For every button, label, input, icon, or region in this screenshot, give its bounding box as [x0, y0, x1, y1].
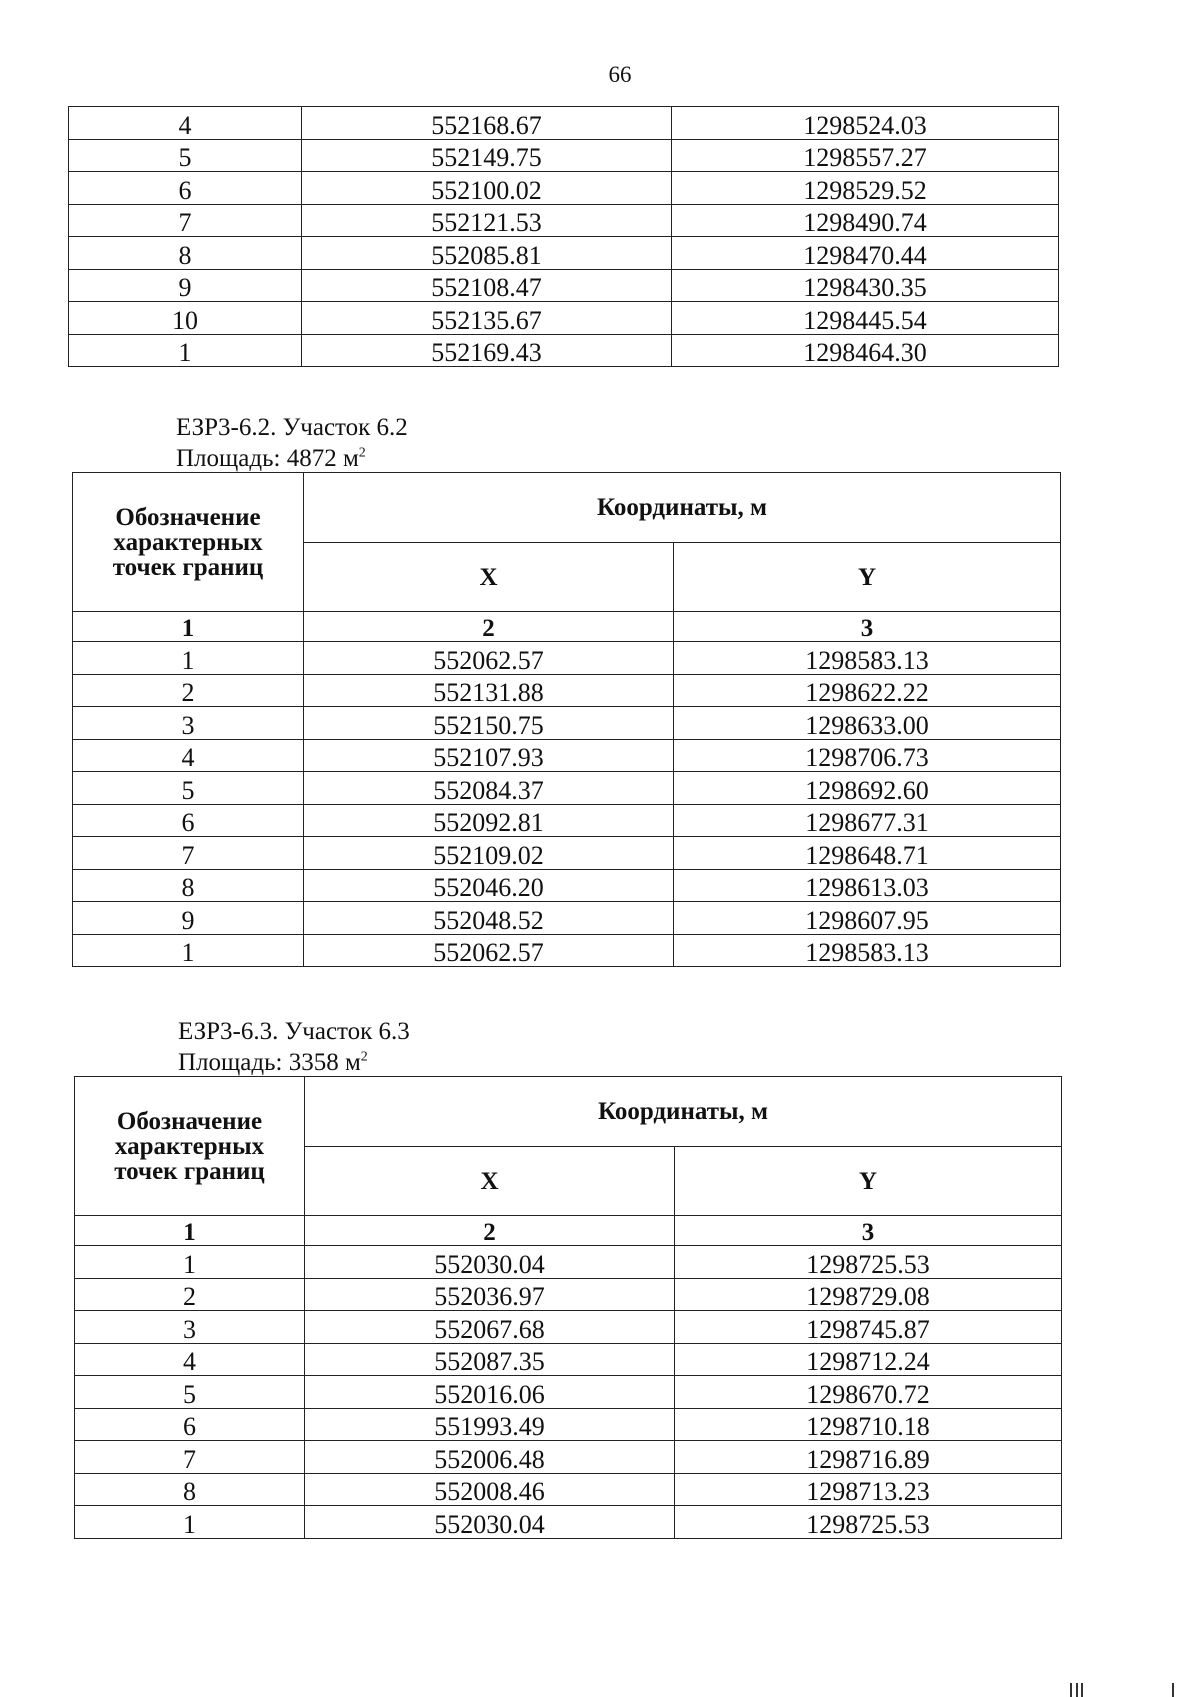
table-row	[75, 1278, 1062, 1311]
cell-point-number: 4	[75, 1343, 305, 1376]
cell-x-coordinate: 552030.04	[305, 1246, 675, 1279]
table-row	[69, 107, 1059, 140]
header-line: точек границ	[114, 1157, 265, 1185]
cell-point-number: 1	[75, 1506, 305, 1539]
cell-y-coordinate: 1298729.08	[675, 1278, 1062, 1311]
header-line: Обозначение	[115, 503, 261, 531]
cell-point-number: 5	[75, 1376, 305, 1409]
table-row	[73, 902, 1061, 935]
table-row	[69, 204, 1059, 237]
scan-artifact	[1172, 1683, 1174, 1697]
cell-x-coordinate: 552121.53	[302, 204, 672, 237]
table-row	[73, 869, 1061, 902]
header-line: характерных	[114, 1132, 265, 1160]
cell-y-coordinate: 1298490.74	[672, 204, 1059, 237]
cell-x-coordinate: 552107.93	[304, 739, 674, 772]
cell-point-number: 6	[69, 172, 302, 205]
table-row	[69, 139, 1059, 172]
table-row	[73, 837, 1061, 870]
cell-y-coordinate: 1298583.13	[674, 934, 1061, 967]
table-row	[73, 739, 1061, 772]
cell-x-coordinate: 552036.97	[305, 1278, 675, 1311]
cell-y-coordinate: 1298677.31	[674, 804, 1061, 837]
header-col-number-3: 3	[674, 612, 1061, 642]
cell-point-number: 2	[73, 674, 304, 707]
cell-y-coordinate: 1298524.03	[672, 107, 1059, 140]
cell-y-coordinate: 1298464.30	[672, 334, 1059, 367]
table-row	[73, 934, 1061, 967]
section-heading-6-3	[178, 1016, 410, 1079]
cell-point-number: 5	[69, 139, 302, 172]
header-point-designation	[73, 473, 304, 612]
area-unit-exponent: 2	[358, 445, 366, 461]
table-row	[75, 1376, 1062, 1409]
cell-y-coordinate: 1298713.23	[675, 1473, 1062, 1506]
coordinates-table-6-2	[72, 472, 1061, 967]
cell-y-coordinate: 1298716.89	[675, 1441, 1062, 1474]
table-row	[73, 707, 1061, 740]
cell-point-number: 3	[73, 707, 304, 740]
cell-y-coordinate: 1298670.72	[675, 1376, 1062, 1409]
cell-y-coordinate: 1298710.18	[675, 1408, 1062, 1441]
section-area	[178, 1047, 410, 1078]
section-title: ЕЗР3-6.3. Участок 6.3	[178, 1018, 410, 1045]
coordinates-table-6-3	[74, 1076, 1062, 1539]
table-row	[75, 1246, 1062, 1279]
header-col-number-1: 1	[75, 1216, 305, 1246]
cell-point-number: 6	[75, 1408, 305, 1441]
cell-x-coordinate: 552109.02	[304, 837, 674, 870]
cell-point-number: 6	[73, 804, 304, 837]
cell-y-coordinate: 1298692.60	[674, 772, 1061, 805]
table-row	[75, 1441, 1062, 1474]
cell-y-coordinate: 1298633.00	[674, 707, 1061, 740]
area-label: Площадь: 3358 м	[178, 1049, 361, 1077]
cell-x-coordinate: 551993.49	[305, 1408, 675, 1441]
table-row	[73, 674, 1061, 707]
section-heading-6-2	[176, 412, 408, 475]
cell-x-coordinate: 552048.52	[304, 902, 674, 935]
table-row	[69, 172, 1059, 205]
cell-point-number: 3	[75, 1311, 305, 1344]
table-row	[73, 642, 1061, 675]
table-row	[75, 1311, 1062, 1344]
cell-point-number: 5	[73, 772, 304, 805]
cell-point-number: 4	[73, 739, 304, 772]
header-col-number-1: 1	[73, 612, 304, 642]
cell-x-coordinate: 552062.57	[304, 934, 674, 967]
table-row	[73, 804, 1061, 837]
table-row	[69, 269, 1059, 302]
section-title: ЕЗР3-6.2. Участок 6.2	[176, 414, 408, 441]
cell-x-coordinate: 552006.48	[305, 1441, 675, 1474]
header-y: Y	[674, 543, 1061, 612]
cell-point-number: 8	[73, 869, 304, 902]
header-line: Обозначение	[116, 1107, 263, 1135]
cell-x-coordinate: 552168.67	[302, 107, 672, 140]
section-area	[176, 443, 408, 474]
table-row	[69, 302, 1059, 335]
cell-y-coordinate: 1298725.53	[675, 1246, 1062, 1279]
area-label: Площадь: 4872 м	[176, 445, 359, 473]
cell-point-number: 7	[69, 204, 302, 237]
scan-artifact	[1081, 1683, 1083, 1697]
cell-y-coordinate: 1298430.35	[672, 269, 1059, 302]
header-y: Y	[675, 1147, 1062, 1216]
cell-point-number: 2	[75, 1278, 305, 1311]
area-unit-exponent: 2	[360, 1049, 368, 1065]
cell-x-coordinate: 552149.75	[302, 139, 672, 172]
cell-x-coordinate: 552135.67	[302, 302, 672, 335]
header-point-designation	[75, 1077, 305, 1216]
header-coordinates: Координаты, м	[304, 473, 1061, 543]
cell-point-number: 7	[75, 1441, 305, 1474]
cell-point-number: 1	[73, 934, 304, 967]
cell-y-coordinate: 1298622.22	[674, 674, 1061, 707]
scan-artifact	[1070, 1683, 1072, 1697]
header-col-number-3: 3	[675, 1216, 1062, 1246]
cell-y-coordinate: 1298712.24	[675, 1343, 1062, 1376]
scan-artifact	[1076, 1683, 1078, 1697]
cell-point-number: 4	[69, 107, 302, 140]
cell-point-number: 7	[73, 837, 304, 870]
table-row	[73, 772, 1061, 805]
header-line: характерных	[113, 528, 263, 556]
table-row	[69, 237, 1059, 270]
cell-point-number: 8	[69, 237, 302, 270]
cell-y-coordinate: 1298607.95	[674, 902, 1061, 935]
cell-point-number: 8	[75, 1473, 305, 1506]
header-col-number-2: 2	[304, 612, 674, 642]
table-row	[75, 1408, 1062, 1441]
table-row	[75, 1473, 1062, 1506]
cell-y-coordinate: 1298648.71	[674, 837, 1061, 870]
cell-x-coordinate: 552046.20	[304, 869, 674, 902]
cell-x-coordinate: 552150.75	[304, 707, 674, 740]
cell-y-coordinate: 1298557.27	[672, 139, 1059, 172]
cell-y-coordinate: 1298529.52	[672, 172, 1059, 205]
cell-x-coordinate: 552030.04	[305, 1506, 675, 1539]
table-row	[75, 1343, 1062, 1376]
cell-y-coordinate: 1298706.73	[674, 739, 1061, 772]
cell-y-coordinate: 1298583.13	[674, 642, 1061, 675]
header-line: точек границ	[112, 553, 264, 581]
coordinates-table-continued	[68, 106, 1059, 367]
header-x: X	[304, 543, 674, 612]
cell-x-coordinate: 552169.43	[302, 334, 672, 367]
cell-x-coordinate: 552092.81	[304, 804, 674, 837]
cell-x-coordinate: 552131.88	[304, 674, 674, 707]
header-x: X	[305, 1147, 675, 1216]
cell-point-number: 9	[69, 269, 302, 302]
cell-x-coordinate: 552008.46	[305, 1473, 675, 1506]
cell-x-coordinate: 552087.35	[305, 1343, 675, 1376]
cell-x-coordinate: 552016.06	[305, 1376, 675, 1409]
cell-y-coordinate: 1298445.54	[672, 302, 1059, 335]
cell-point-number: 1	[73, 642, 304, 675]
cell-x-coordinate: 552100.02	[302, 172, 672, 205]
cell-point-number: 1	[75, 1246, 305, 1279]
table-row	[75, 1506, 1062, 1539]
cell-x-coordinate: 552062.57	[304, 642, 674, 675]
cell-y-coordinate: 1298470.44	[672, 237, 1059, 270]
cell-y-coordinate: 1298745.87	[675, 1311, 1062, 1344]
cell-x-coordinate: 552085.81	[302, 237, 672, 270]
header-coordinates: Координаты, м	[305, 1077, 1062, 1147]
cell-point-number: 1	[69, 334, 302, 367]
cell-x-coordinate: 552108.47	[302, 269, 672, 302]
cell-x-coordinate: 552084.37	[304, 772, 674, 805]
table-row	[69, 334, 1059, 367]
cell-y-coordinate: 1298613.03	[674, 869, 1061, 902]
cell-point-number: 9	[73, 902, 304, 935]
cell-y-coordinate: 1298725.53	[675, 1506, 1062, 1539]
header-col-number-2: 2	[305, 1216, 675, 1246]
page-number: 66	[608, 62, 632, 87]
cell-x-coordinate: 552067.68	[305, 1311, 675, 1344]
cell-point-number: 10	[69, 302, 302, 335]
